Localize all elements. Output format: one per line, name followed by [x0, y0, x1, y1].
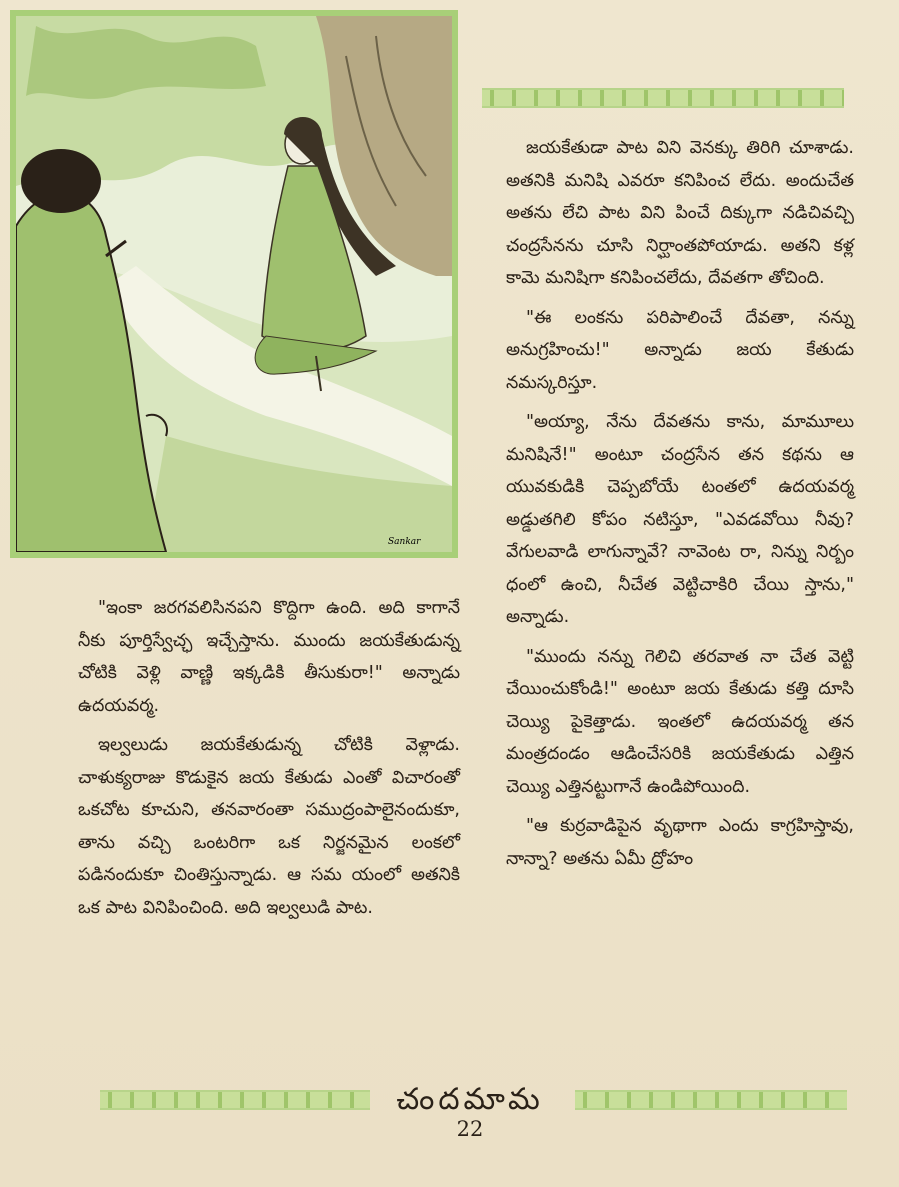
right-text-column — [506, 132, 854, 882]
page-number: 22 — [456, 1117, 484, 1141]
left-text-column — [78, 592, 460, 931]
paragraph: జయకేతుడా పాట విని వెనక్కు తిరిగి చూశాడు. అతనికి మనిషి ఎవరూ కనిపించ లేదు. అందుచేత అతను లేచి పాట విని పించే దిక్కుగా నడిచివచ్చి చంద్రసేనను చూసి నిర్ఘాంతపోయాడు. అతని కళ్ల కామె మనిషిగా కనిపించలేదు, దేవతగా తోచింది. — [506, 138, 854, 288]
illustration-signature: Sankar — [388, 537, 421, 547]
illustration-frame — [10, 10, 458, 558]
paragraph: "అయ్యా, నేను దేవతను కాను, మామూలు మనిషినే!" అంటూ చంద్రసేన తన కథను ఆ యువకుడికి చెప్పబోయే టంతలో ఉదయవర్మ అడ్డుతగిలి కోపం నటిస్తూ, "ఎవడవోయి నీవు? వేగులవాడి లాగున్నావే? నావెంట రా, నిన్ను నిర్బం ధంలో ఉంచి, నీచేత వెట్టిచాకిరి చేయి స్తాను," అన్నాడు. — [506, 412, 854, 627]
footer-ornament-right — [575, 1090, 847, 1110]
top-ornament-border — [482, 88, 844, 108]
paragraph: ఇల్వలుడు జయకేతుడున్న చోటికి వెళ్లాడు. చాళుక్యరాజు కొడుకైన జయ కేతుడు ఎంతో విచారంతో ఒకచోట కూచుని, తనవారంతా సముద్రంపాలైనందుకూ, తాను వచ్చి ఒంటరిగా ఒక నిర్జనమైన లంకలో పడినందుకూ చింతిస్తున్నాడు. ఆ సమ యంలో అతనికి ఒక పాట వినిపించింది. అది ఇల్వలుడి పాట. — [78, 735, 460, 918]
footer-ornament-left — [100, 1090, 370, 1110]
paragraph: "ఆ కుర్రవాడిపైన వృథాగా ఎందు కాగ్రహిస్తావు, నాన్నా? అతను ఏమీ ద్రోహం — [506, 816, 854, 869]
paragraph: "ముందు నన్ను గెలిచి తరవాత నా చేత వెట్టి చేయించుకోండి!" అంటూ జయ కేతుడు కత్తి దూసి చెయ్యి పైకెత్తాడు. ఇంతలో ఉదయవర్మ తన మంత్రదండం ఆడించేసరికి జయకేతుడు ఎత్తిన చెయ్యి ఎత్తినట్టుగానే ఉండిపోయింది. — [506, 646, 854, 797]
paragraph: "ఈ లంకను పరిపాలించే దేవతా, నన్ను అనుగ్రహించు!" అన్నాడు జయ కేతుడు నమస్కరిస్తూ. — [506, 307, 854, 393]
paragraph: "ఇంకా జరగవలిసినపని కొద్దిగా ఉంది. అది కాగానే నీకు పూర్తిస్వేచ్ఛ ఇచ్చేస్తాను. ముందు జయకేతుడున్న చోటికి వెళ్లి వాణ్ణి ఇక్కడికి తీసుకురా!" అన్నాడు ఉదయవర్మ. — [78, 598, 460, 716]
illustration-woman-on-forest-path-icon — [16, 16, 452, 552]
magazine-title: చందమామ — [396, 1082, 544, 1117]
